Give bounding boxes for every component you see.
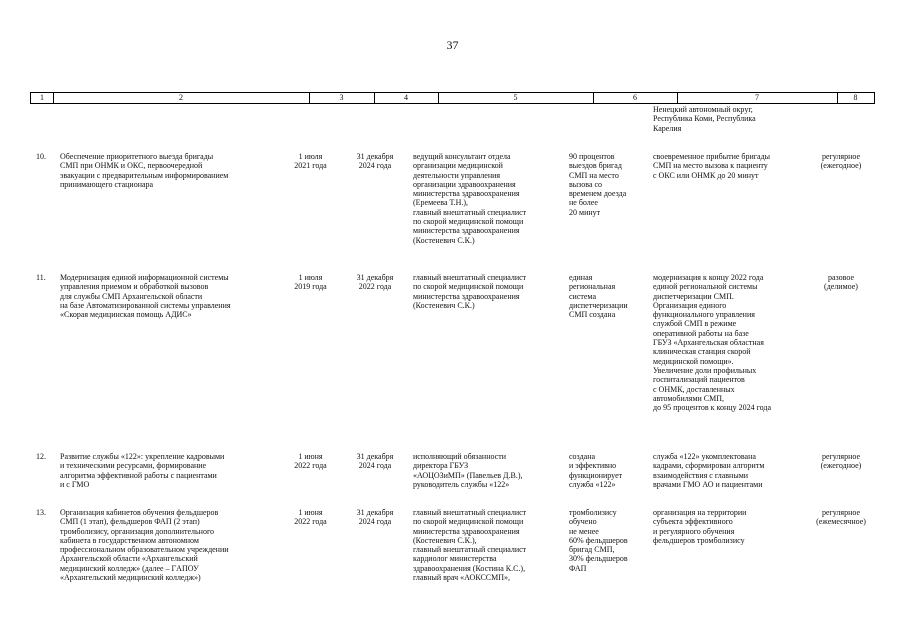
cell-line: фельдшеров тромболизису [653,535,745,545]
cell-line: 20 минут [569,207,601,217]
cell-line: Карелия [653,123,682,133]
cell-line: главный внештатный специалист [413,545,527,555]
row-11-start [278,273,343,292]
row-11-task [60,273,231,319]
cell-line: принимающего стационара [60,179,154,189]
column-header-type: 8 [853,93,858,102]
cell-line: не более [569,198,598,208]
cell-line: субъекта эффективного [653,517,733,527]
row-13-end [343,508,407,527]
row-10-responsible [413,152,526,245]
row-12-indicator [569,452,622,489]
cell-line: диспетчеризации СМП. [653,291,734,301]
cell-line: Архангельской области «Архангельский [60,554,198,564]
cell-line: СМП при ОНМК и ОКС, первоочередной [60,161,203,171]
carryover-result-cell [653,105,756,133]
cell-line: здравоохранения (Костина К.С.), [413,563,526,573]
cell-line: диспетчеризации [569,300,628,310]
cell-line: директора ГБУЗ [413,461,469,471]
cell-line: оперативной работы на базе [653,328,749,338]
row-11-indicator [569,273,628,319]
row-12-task [60,452,224,489]
cell-line: на базе Автоматизированной системы управления [60,300,231,310]
cell-line: обучено [569,517,597,527]
cell-line: 2021 года [294,161,327,171]
cell-line: и эффективно [569,461,617,471]
cell-line: ФАП [569,563,587,573]
row-13-type [806,508,876,527]
cell-line: Республика Коми, Республика [653,114,756,124]
cell-line: тромболизису, организация дополнительного [60,526,215,536]
cell-line: функционирует [569,470,623,480]
cell-line: деятельности управления [413,170,501,180]
cell-line: ГБУЗ «Архангельская областная [653,338,764,348]
cell-line: главный внештатный специалист [413,207,527,217]
row-13-indicator [569,508,628,573]
cell-line: организации здравоохранения [413,179,516,189]
cell-line: врачами ГМО АО и пациентами [653,479,763,489]
cell-line: СМП (1 этап), фельдшеров ФАП (2 этап) [60,517,200,527]
cell-line: система [569,291,596,301]
column-header-task: 2 [179,93,183,102]
cell-line: бригад СМП, [569,545,615,555]
cell-line: и с ГМО [60,479,90,489]
cell-line: временем доезда [569,189,627,199]
cell-line: эвакуации с предварительным информированием [60,170,229,180]
row-12-type [806,452,876,471]
row-13-result [653,508,746,545]
row-11-result [653,273,771,412]
cell-line: 2022 года [294,517,327,527]
table-header-row [30,92,875,104]
cell-line: (делимое) [824,282,858,292]
cell-line: министерства здравоохранения [413,189,520,199]
row-12-start [278,452,343,471]
cell-line: взаимодействия с главными [653,470,749,480]
cell-line: и техническими ресурсами, формирование [60,461,207,471]
cell-line: единая [569,273,593,282]
cell-line: 30% фельдшеров [569,554,628,564]
row-12-responsible [413,452,522,489]
row-11-end [343,273,407,292]
cell-line: медицинской помощи». [653,356,734,366]
row-13-start [278,508,343,527]
cell-line: тромболизису [569,508,617,517]
cell-line: служба «122» [569,479,616,489]
row-13-responsible [413,508,526,582]
cell-line: 2024 года [358,461,392,471]
cell-line: 2022 года [294,461,327,471]
cell-line: ведущий консультант отдела [413,152,511,161]
row-10-indicator [569,152,626,217]
cell-line: (Еремеева Т.Н.), [413,198,469,208]
row-13-task [60,508,229,582]
row-10-end [343,152,407,171]
column-header-indicator: 6 [633,93,637,102]
column-header-result: 7 [755,93,759,102]
cell-line: по скорой медицинской помощи [413,217,524,227]
cell-line: главный внештатный специалист [413,508,527,517]
cell-line: Организация единого [653,300,727,310]
row-11-type [806,273,876,292]
cell-line: и регулярного обучения [653,526,735,536]
cell-line: «АОЦОЗиМП» (Павельев Д.В.), [413,470,523,480]
cell-line: по скорой медицинской помощи [413,282,524,292]
cell-line: 1 июня [298,508,323,517]
cell-line: 1 июня [298,452,323,461]
cell-line: медицинский колледж» (далее – ГAПОУ [60,563,199,573]
cell-line: не менее [569,526,599,536]
cell-line: для службы СМП Архангельской области [60,291,203,301]
column-header-end: 4 [404,93,408,102]
cell-line: разовое [827,273,855,282]
cell-line: кабинета в государственном автономном [60,535,199,545]
cell-line: 2024 года [358,517,392,527]
cell-line: своевременное прибытие бригады [653,152,771,161]
cell-line: 1 июля [298,152,323,161]
cell-line: 90 процентов [569,152,615,161]
cell-line: с ОНМК, доставленных [653,384,735,394]
cell-line: функционального управления [653,310,755,320]
cell-line: 2019 года [294,282,327,292]
cell-line: министерства здравоохранения [413,291,520,301]
cell-line: служба «122» укомплектована [653,452,756,461]
row-10-type [806,152,876,171]
cell-line: 31 декабря [356,508,394,517]
cell-line: министерства здравоохранения [413,526,520,536]
cell-line: регулярное [821,508,861,517]
column-header-number: 1 [40,93,44,102]
row-10-start [278,152,343,171]
row-10-task [60,152,228,189]
cell-line: по скорой медицинской помощи [413,517,524,527]
cell-line: 31 декабря [356,273,394,282]
cell-line: 31 декабря [356,452,394,461]
row-12-result [653,452,764,489]
cell-line: Обеспечение приоритетного выезда бригады [60,152,214,161]
cell-line: до 95 процентов к концу 2024 года [653,403,772,413]
cell-line: 2022 года [358,282,392,292]
cell-line: региональная [569,282,616,292]
cell-line: 1 июля [298,273,323,282]
cell-line: кардиолог министерства [413,554,497,564]
row-13-number: 13. [36,508,46,517]
cell-line: (Костеневич С.К.), [413,535,477,545]
cell-line: Ненецкий автономный округ, [653,105,753,114]
row-10-result [653,152,770,180]
cell-line: 31 декабря [356,152,394,161]
cell-line: исполняющий обязанности [413,452,507,461]
cell-line: с ОКС или ОНМК до 20 минут [653,170,759,180]
cell-line: клиническая станция скорой [653,347,751,357]
row-12-end [343,452,407,471]
cell-line: организации медицинской [413,161,503,171]
row-12-number: 12. [36,452,46,461]
cell-line: выездов бригад [569,161,622,171]
cell-line: Увеличение доли профильных [653,365,757,375]
cell-line: автомобилями СМП, [653,393,725,403]
cell-line: алгоритма эффективной работы с пациентами [60,470,217,480]
column-header-responsible: 5 [513,93,518,102]
cell-line: Модернизация единой информационной системы [60,273,229,282]
cell-line: вызова со [569,179,603,189]
cell-line: регулярное [821,452,861,461]
cell-line: СМП на место вызова к пациенту [653,161,768,171]
row-11-responsible [413,273,526,310]
cell-line: (ежегодное) [820,161,862,171]
cell-line: организация на территории [653,508,747,517]
cell-line: «Скорая медицинская помощь АДИС» [60,310,192,320]
cell-line: главный внештатный специалист [413,273,527,282]
cell-line: СМП на место [569,170,619,180]
cell-line: кадрами, сформирован алгоритм [653,461,765,471]
cell-line: Организация кабинетов обучения фельдшеров [60,508,219,517]
cell-line: единой региональной системы [653,282,758,292]
cell-line: (Костеневич С.К.) [413,235,475,245]
cell-line: госпитализаций пациентов [653,375,745,385]
cell-line: Развитие службы «122»: укрепление кадровыми [60,452,225,461]
cell-line: управления приемом и обработкой вызовов [60,282,209,292]
cell-line: создана [569,452,596,461]
cell-line: (Костеневич С.К.) [413,300,475,310]
cell-line: главный врач «АОКССМП», [413,573,511,583]
cell-line: модернизация к концу 2022 года [653,273,764,282]
page-number: 37 [446,38,459,52]
row-10-number: 10. [36,152,46,161]
cell-line: (ежегодное) [820,461,862,471]
cell-line: регулярное [821,152,861,161]
cell-line: (ежемесячное) [816,517,866,527]
cell-line: службой СМП в режиме [653,319,737,329]
cell-line: 60% фельдшеров [569,535,628,545]
row-11-number: 11. [36,273,46,282]
cell-line: министерства здравоохранения [413,226,520,236]
column-header-start: 3 [339,93,344,102]
cell-line: 2024 года [358,161,392,171]
cell-line: «Архангельский медицинский колледж») [60,573,201,583]
cell-line: профессиональном образовательном учреждении [60,545,229,555]
cell-line: руководитель службы «122» [413,479,510,489]
cell-line: СМП создана [569,310,616,320]
